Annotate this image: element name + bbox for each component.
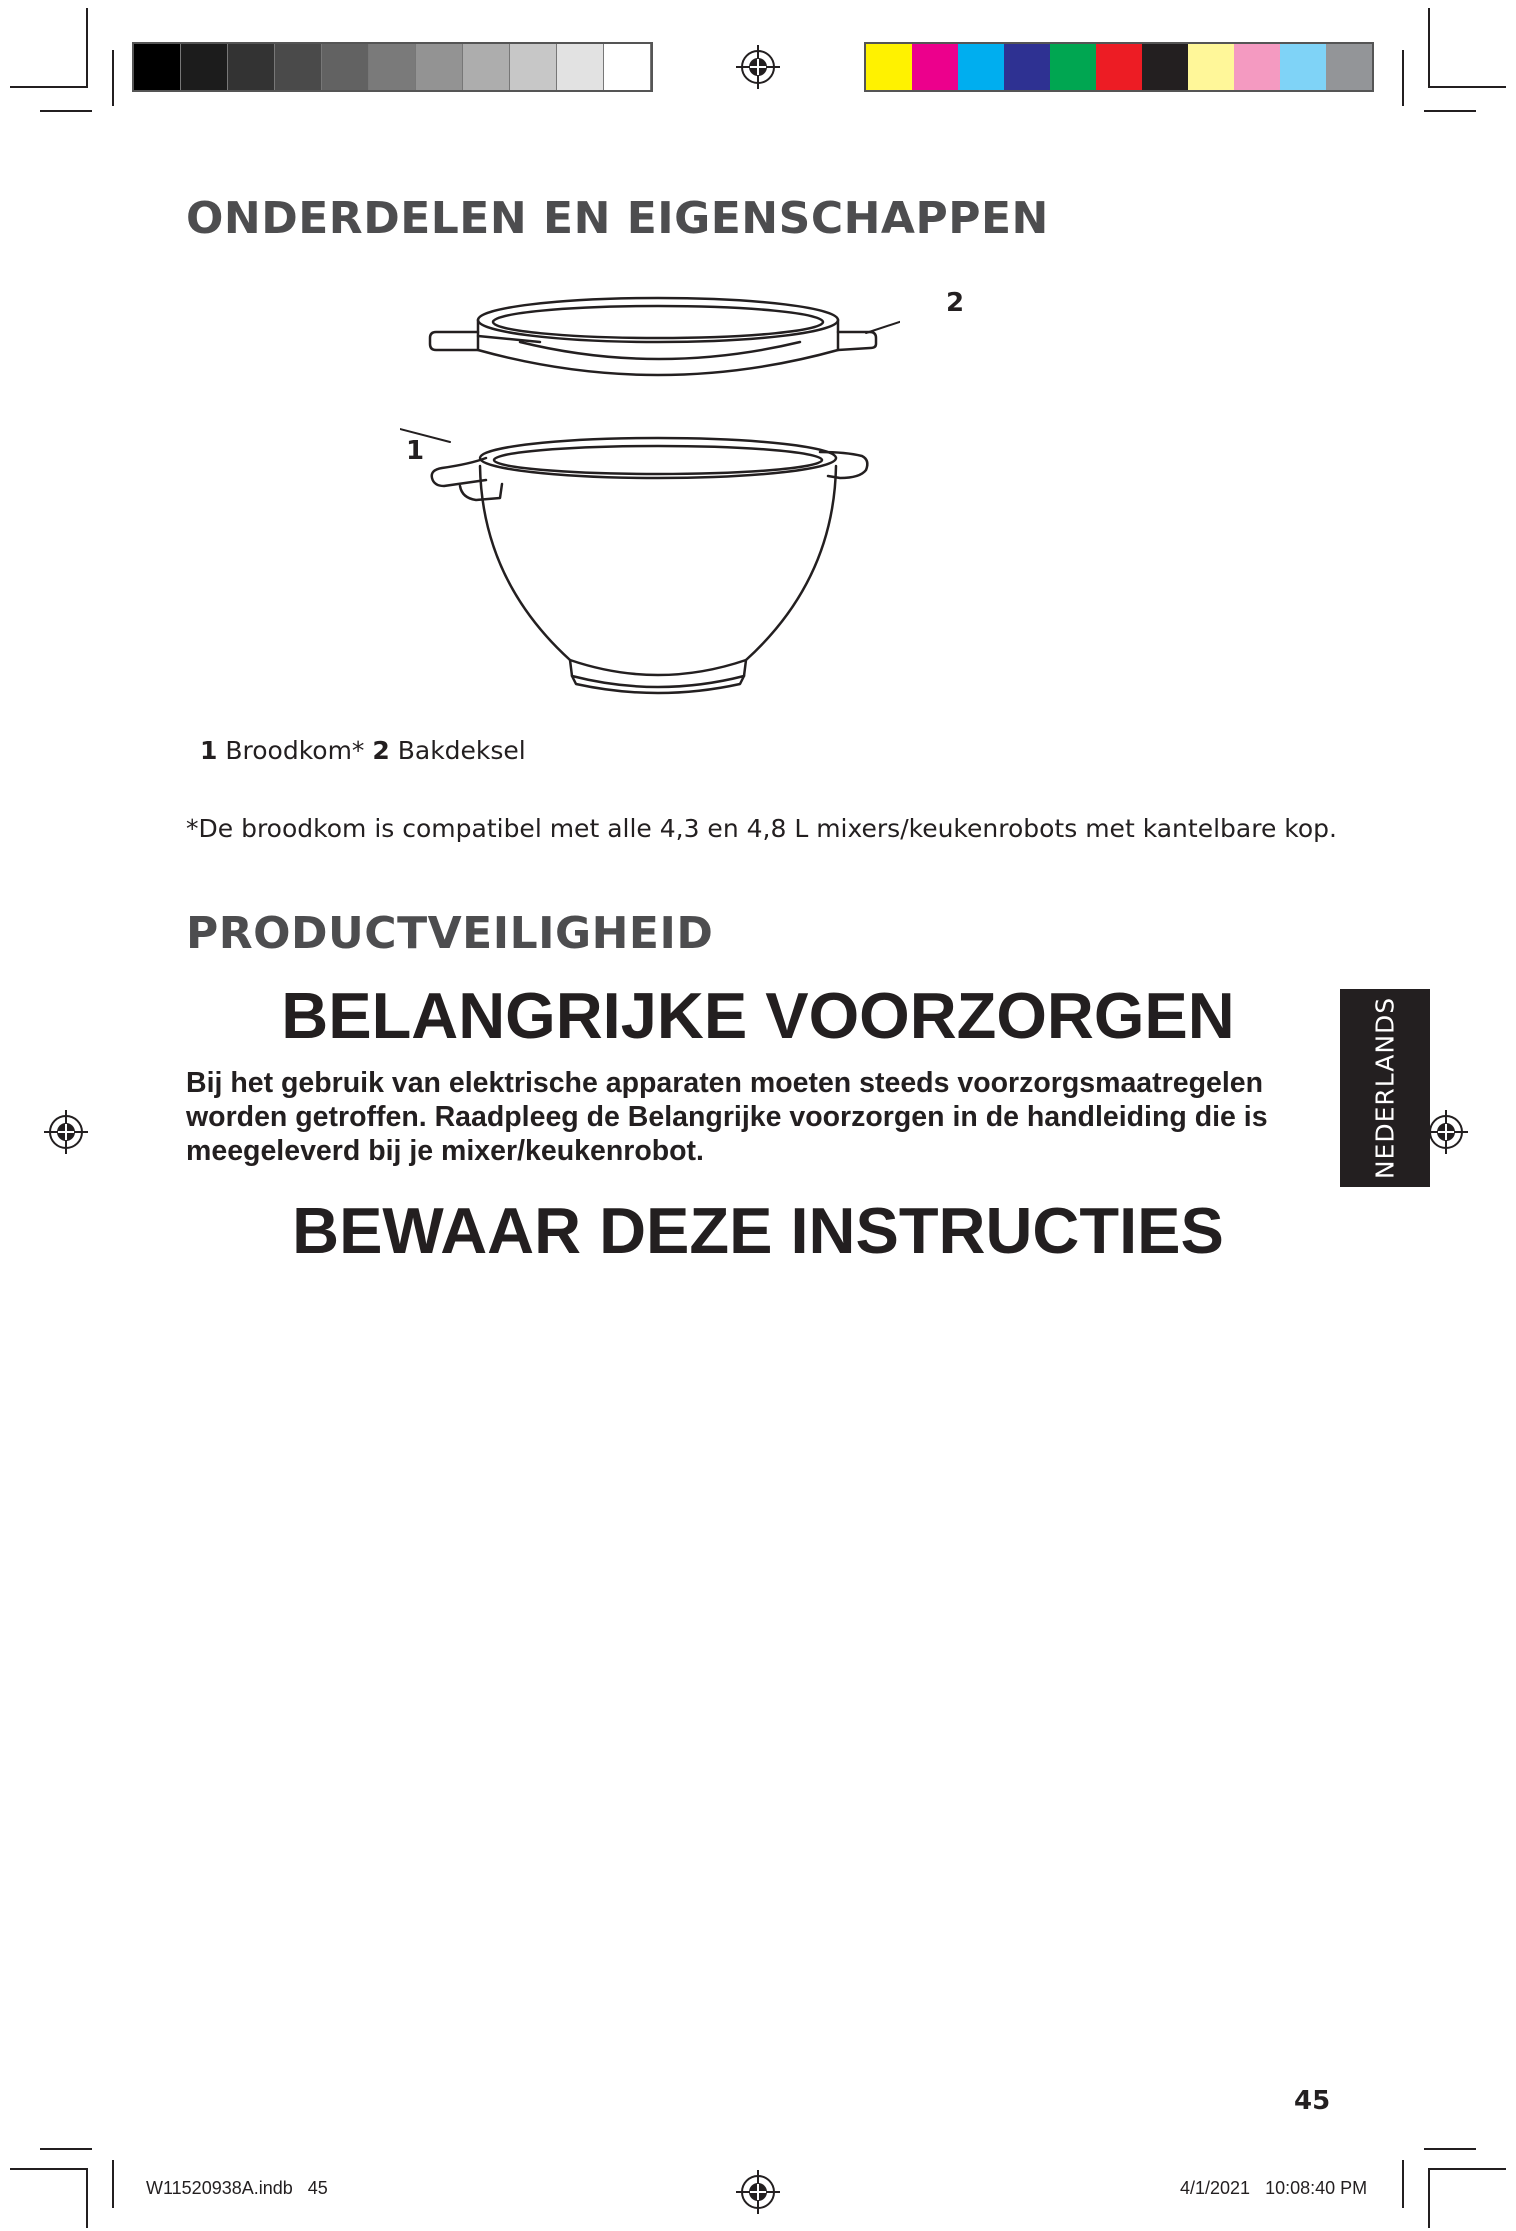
color-bar	[864, 42, 1374, 92]
grayscale-bar	[132, 42, 653, 92]
gray-swatch-11	[604, 44, 651, 90]
parts-legend	[200, 736, 526, 765]
slug-datetime: 4/1/2021 10:08:40 PM	[1180, 2178, 1368, 2198]
bowl-and-lid-diagram	[400, 280, 900, 700]
gray-swatch-8	[463, 44, 510, 90]
compatibility-note: *De broodkom is compatibel met alle 4,3 en 4,8 L mixers/keukenrobots met kantelbare kop.	[186, 814, 1337, 843]
safeguards-heading: BELANGRIJKE VOORZORGEN	[281, 979, 1235, 1052]
gray-swatch-1	[134, 44, 181, 90]
registration-mark-left	[44, 1110, 88, 1154]
gray-swatch-6	[369, 44, 416, 90]
gray-swatch-10	[557, 44, 604, 90]
slug-file: W11520938A.indb 45	[146, 2178, 328, 2198]
diagram-label-1: 1	[406, 436, 425, 466]
color-swatch-4	[1004, 44, 1050, 90]
legend-item-1: Broodkom*	[217, 736, 373, 765]
legend-number-2: 2	[372, 736, 390, 765]
color-swatch-6	[1096, 44, 1142, 90]
legend-number-1: 1	[200, 736, 218, 765]
safety-title: PRODUCTVEILIGHEID	[186, 908, 714, 959]
registration-mark-right	[1424, 1110, 1468, 1154]
legend-item-2: Bakdeksel	[389, 736, 526, 765]
gray-swatch-7	[416, 44, 463, 90]
color-swatch-5	[1050, 44, 1096, 90]
registration-mark-top	[736, 45, 780, 89]
gray-swatch-5	[322, 44, 369, 90]
save-instructions-heading: BEWAAR DEZE INSTRUCTIES	[292, 1194, 1224, 1267]
gray-swatch-9	[510, 44, 557, 90]
color-swatch-1	[866, 44, 912, 90]
registration-mark-bottom	[736, 2170, 780, 2214]
color-swatch-2	[912, 44, 958, 90]
diagram-label-2: 2	[946, 288, 965, 318]
color-swatch-7	[1142, 44, 1188, 90]
parts-title: ONDERDELEN EN EIGENSCHAPPEN	[186, 193, 1049, 244]
language-tab-label: NEDERLANDS	[1370, 996, 1400, 1180]
page-number: 45	[1294, 2086, 1331, 2116]
gray-swatch-3	[228, 44, 275, 90]
color-swatch-9	[1234, 44, 1280, 90]
color-swatch-11	[1326, 44, 1372, 90]
color-swatch-3	[958, 44, 1004, 90]
language-tab	[1340, 989, 1430, 1187]
gray-swatch-4	[275, 44, 322, 90]
color-swatch-10	[1280, 44, 1326, 90]
safeguards-paragraph: Bij het gebruik van elektrische apparaten moeten steeds voorzorgsmaatregelen worden getroffen. Raadpleeg de Belangrijke voorzorgen in de handleiding die is meegeleverd bij je mixer/keukenrobot.	[186, 1067, 1268, 1167]
gray-swatch-2	[181, 44, 228, 90]
color-swatch-8	[1188, 44, 1234, 90]
